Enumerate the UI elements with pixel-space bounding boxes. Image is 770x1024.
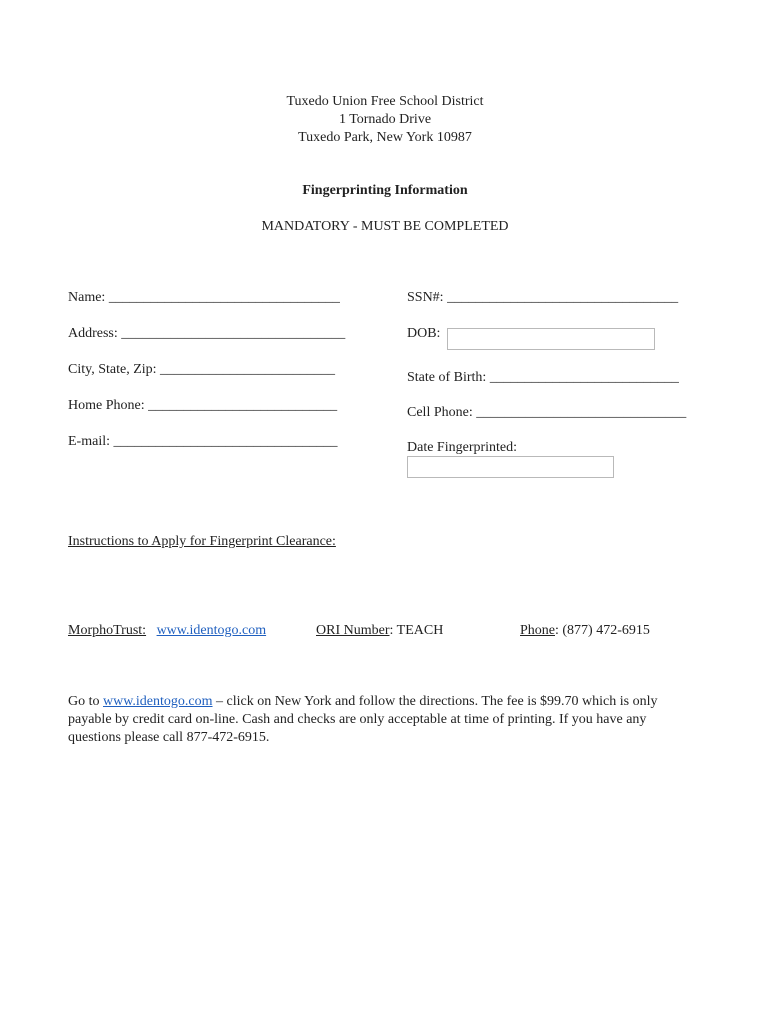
phone-info: [520, 623, 650, 639]
cell-phone-field[interactable]: Cell Phone: ______________________________: [407, 405, 687, 420]
phone-label: Phone: [520, 623, 555, 638]
date-fingerprinted-label: Date Fingerprinted:: [407, 440, 518, 455]
morphotrust-info: [68, 623, 266, 639]
name-field[interactable]: Name: _________________________________: [68, 290, 340, 305]
dob-label: DOB:: [407, 326, 441, 341]
city-state-zip-field[interactable]: City, State, Zip: _________________________: [68, 362, 336, 377]
district-street: 1 Tornado Drive: [338, 112, 432, 127]
page-title: Fingerprinting Information: [302, 183, 468, 198]
morphotrust-label: MorphoTrust:: [68, 623, 147, 638]
paragraph-prefix: Go to: [68, 694, 103, 709]
ssn-field[interactable]: SSN#: _________________________________: [407, 290, 679, 305]
date-fingerprinted-input[interactable]: [407, 456, 614, 478]
ori-label: ORI Number: [316, 623, 390, 638]
identogo-link[interactable]: www.identogo.com: [156, 623, 267, 638]
identogo-paragraph-link[interactable]: www.identogo.com: [103, 694, 213, 709]
paragraph-suffix: – click on New York and follow the directions. The fee is $99.70 which is only payable by credit card on-line. Cash and checks are only acceptable at time of printing. If you have any questions please call 877-472-6915.: [68, 694, 658, 745]
district-city: Tuxedo Park, New York 10987: [298, 130, 472, 145]
email-field[interactable]: E-mail: ________________________________: [68, 434, 338, 449]
state-of-birth-field[interactable]: State of Birth: ___________________________: [407, 370, 679, 385]
ori-number-info: [316, 623, 443, 639]
home-phone-field[interactable]: Home Phone: ___________________________: [68, 398, 338, 413]
ori-value: : TEACH: [389, 623, 444, 638]
instructions-paragraph: [68, 693, 688, 747]
instructions-heading: Instructions to Apply for Fingerprint Clearance:: [68, 534, 336, 549]
address-field[interactable]: Address: ________________________________: [68, 326, 346, 341]
district-name: Tuxedo Union Free School District: [286, 94, 484, 109]
phone-value: : (877) 472-6915: [555, 623, 650, 638]
mandatory-notice: MANDATORY - MUST BE COMPLETED: [261, 219, 509, 234]
dob-input[interactable]: [447, 328, 655, 350]
